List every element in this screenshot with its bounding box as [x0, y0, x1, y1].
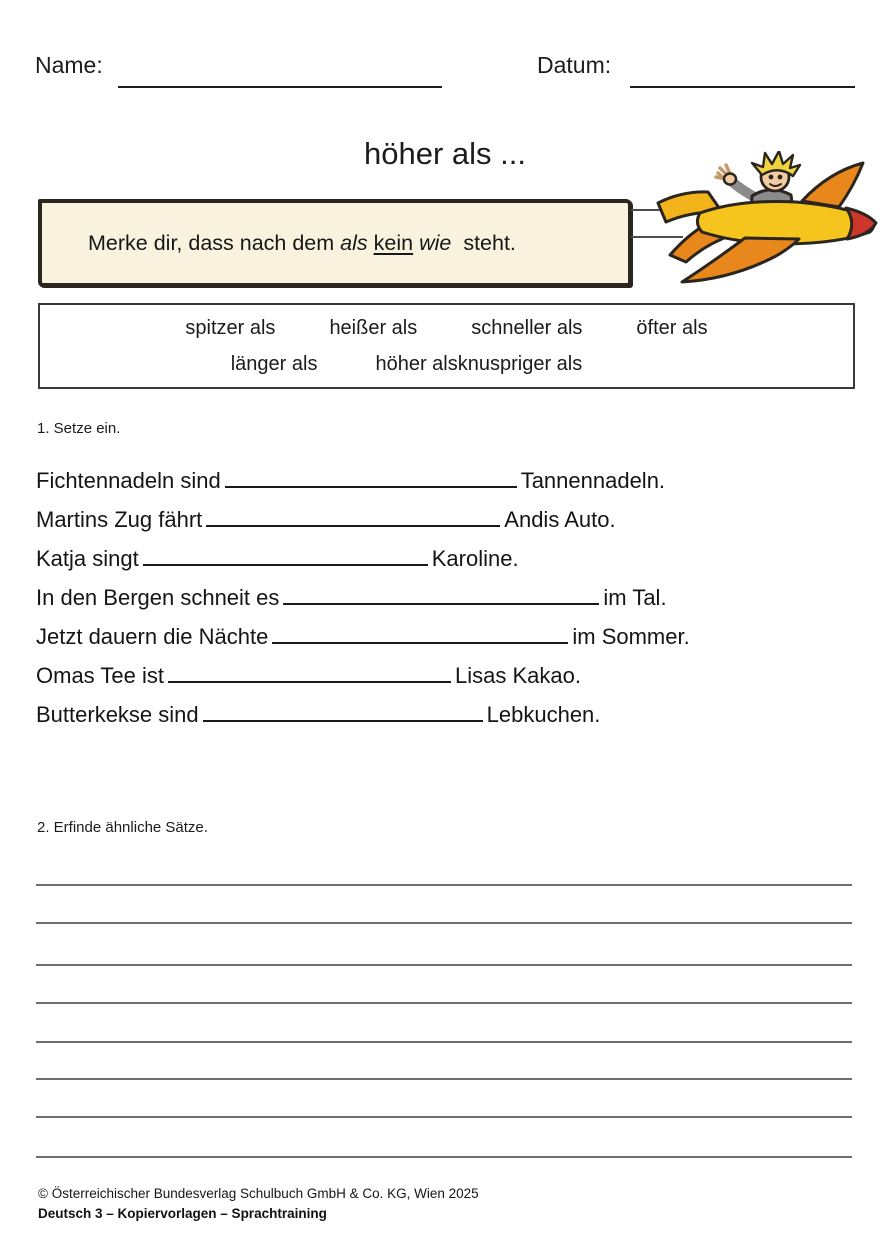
airplane-child-illustration	[648, 151, 888, 297]
word-schneller-als: schneller als	[471, 317, 583, 339]
word-spitzer-als: spitzer als	[185, 317, 276, 339]
sentence-3-before: Katja singt	[36, 546, 139, 571]
sentence-1-before: Fichtennadeln sind	[36, 468, 221, 493]
sentence-6-after: Lisas Kakao.	[454, 663, 581, 688]
sentence-5	[36, 617, 856, 656]
word-choice-box	[38, 303, 855, 389]
exercise1-sentences	[36, 461, 856, 734]
sentence-4-blank	[283, 578, 599, 605]
name-label: Name:	[35, 52, 103, 78]
writing-line-6	[36, 1078, 852, 1080]
hand	[716, 165, 736, 185]
rule-word-wie: wie	[419, 230, 452, 255]
rule-banner	[38, 199, 632, 287]
word-row-1	[40, 310, 853, 346]
name-fill-line	[118, 86, 442, 88]
word-row-2	[0, 346, 813, 382]
word-hoeher-als: höher als	[375, 353, 458, 375]
sentence-3-blank	[143, 539, 428, 566]
sentence-6-blank	[168, 656, 451, 683]
footer-copyright: © Österreichischer Bundesverlag Schulbuch GmbH & Co. KG, Wien 2025	[38, 1186, 479, 1201]
sentence-2-after: Andis Auto.	[504, 507, 616, 532]
sentence-4-after: im Tal.	[603, 585, 667, 610]
writing-line-5	[36, 1041, 852, 1043]
rule-word-kein: kein	[373, 230, 414, 255]
word-heisser-als: heißer als	[329, 317, 418, 339]
writing-line-8	[36, 1156, 852, 1158]
sentence-5-after: im Sommer.	[572, 624, 690, 649]
sentence-7-blank	[203, 695, 483, 722]
sentence-7	[36, 695, 856, 734]
page-title: höher als ...	[364, 136, 526, 171]
exercise2-label: 2. Erfinde ähnliche Sätze.	[37, 819, 208, 836]
word-knuspriger-als: knuspriger als	[457, 353, 583, 375]
sentence-4	[36, 578, 856, 617]
sentence-3-after: Karoline.	[431, 546, 519, 571]
sentence-2-blank	[206, 500, 500, 527]
rule-word-als: als	[340, 230, 368, 255]
exercise1-label: 1. Setze ein.	[37, 420, 121, 437]
date-fill-line	[630, 86, 855, 88]
sentence-7-before: Butterkekse sind	[36, 702, 199, 727]
word-oefter-als: öfter als	[636, 317, 708, 339]
sentence-2	[36, 500, 856, 539]
date-label: Datum:	[537, 52, 612, 78]
writing-line-4	[36, 1002, 852, 1004]
sentence-6	[36, 656, 856, 695]
writing-line-3	[36, 964, 852, 966]
writing-line-2	[36, 922, 852, 924]
writing-line-7	[36, 1116, 852, 1118]
sentence-6-before: Omas Tee ist	[36, 663, 164, 688]
sentence-1-blank	[225, 461, 517, 488]
sentence-3	[36, 539, 856, 578]
rule-banner-text	[42, 231, 516, 256]
sentence-5-before: Jetzt dauern die Nächte	[36, 624, 269, 649]
footer-series-title: Deutsch 3 – Kopiervorlagen – Sprachtraining	[38, 1206, 327, 1221]
rule-text-prefix: Merke dir, dass nach dem	[88, 230, 335, 255]
sentence-2-before: Martins Zug fährt	[36, 507, 203, 532]
sentence-5-blank	[272, 617, 568, 644]
writing-line-1	[36, 884, 852, 886]
sentence-7-after: Lebkuchen.	[486, 702, 601, 727]
sentence-4-before: In den Bergen schneit es	[36, 585, 280, 610]
sentence-1-after: Tannennadeln.	[520, 468, 666, 493]
word-laenger-als: länger als	[230, 353, 318, 375]
sentence-1	[36, 461, 856, 500]
rule-text-suffix: steht.	[463, 230, 516, 255]
